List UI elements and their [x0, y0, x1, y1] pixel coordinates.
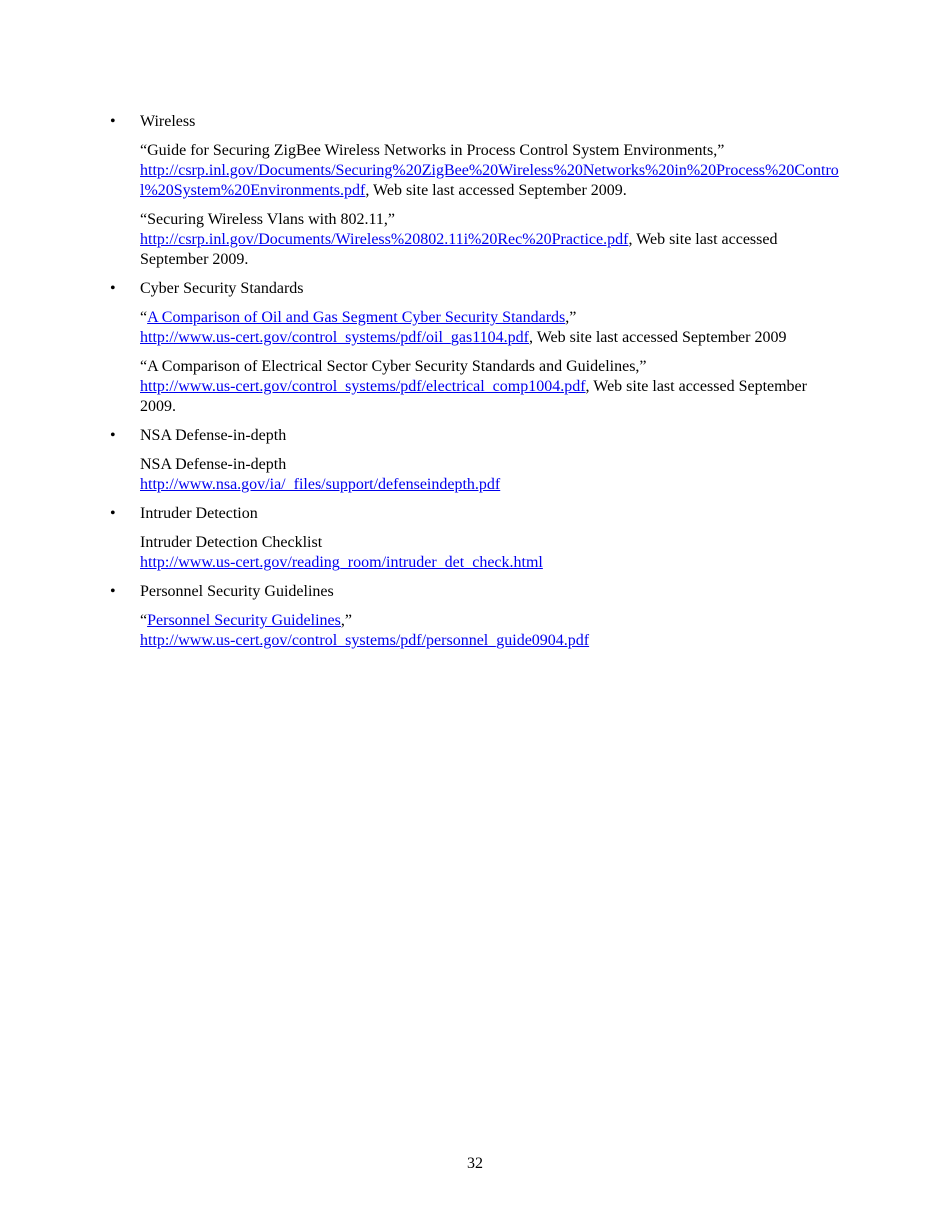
reference-title: NSA Defense-in-depth: [140, 456, 287, 473]
reference-title: “Guide for Securing ZigBee Wireless Networks in Process Control System Environments,”: [140, 142, 725, 159]
reference-entry: [140, 455, 840, 495]
section-title: NSA Defense-in-depth: [140, 427, 287, 444]
reference-entry: [140, 611, 840, 651]
reference-title: Intruder Detection Checklist: [140, 534, 323, 551]
reference-note: , Web site last accessed September 2009: [529, 329, 787, 346]
section-cyber-security-standards: [110, 279, 840, 417]
reference-link[interactable]: http://www.us-cert.gov/control_systems/pdf/oil_gas1104.pdf: [140, 329, 529, 346]
section-intruder-detection: [110, 504, 840, 573]
reference-link[interactable]: http://www.us-cert.gov/control_systems/pdf/personnel_guide0904.pdf: [140, 632, 590, 649]
open-quote: “: [140, 612, 148, 629]
reference-entry: [140, 533, 840, 573]
reference-entry: [140, 141, 840, 201]
bullet-icon: •: [110, 280, 116, 297]
section-title: Personnel Security Guidelines: [140, 583, 334, 600]
reference-title-link[interactable]: Personnel Security Guidelines: [147, 612, 341, 629]
reference-link[interactable]: http://www.nsa.gov/ia/_files/support/defenseindepth.pdf: [140, 476, 501, 493]
close-quote: ,”: [565, 309, 577, 326]
reference-entry: [140, 210, 840, 270]
reference-title: “A Comparison of Electrical Sector Cyber Security Standards and Guidelines,”: [140, 358, 647, 375]
section-title: Cyber Security Standards: [140, 280, 304, 297]
bullet-icon: •: [110, 583, 116, 600]
section-title: Intruder Detection: [140, 505, 258, 522]
open-quote: “: [140, 309, 148, 326]
reference-link[interactable]: http://csrp.inl.gov/Documents/Securing%20ZigBee%20Wireless%20Networks%20in%20Process%20Control%20System%20Environments.pdf: [140, 162, 839, 199]
reference-entry: [140, 308, 840, 348]
section-personnel-security-guidelines: [110, 582, 840, 651]
reference-title: “Securing Wireless Vlans with 802.11,”: [140, 211, 396, 228]
bullet-icon: •: [110, 427, 116, 444]
reference-note: , Web site last accessed September 2009.: [140, 231, 778, 268]
reference-link[interactable]: http://csrp.inl.gov/Documents/Wireless%20802.11i%20Rec%20Practice.pdf: [140, 231, 629, 248]
bullet-icon: •: [110, 505, 116, 522]
section-title: Wireless: [140, 113, 196, 130]
reference-link[interactable]: http://www.us-cert.gov/reading_room/intruder_det_check.html: [140, 554, 543, 571]
section-wireless: [110, 112, 840, 270]
close-quote: ,”: [340, 612, 352, 629]
reference-title-link[interactable]: A Comparison of Oil and Gas Segment Cyber Security Standards: [147, 309, 566, 326]
reference-note: , Web site last accessed September 2009.: [365, 182, 627, 199]
reference-note: , Web site last accessed September 2009.: [140, 378, 807, 415]
bullet-icon: •: [110, 113, 116, 130]
reference-entry: [140, 357, 840, 417]
section-nsa-defense-in-depth: [110, 426, 840, 495]
reference-list: [110, 112, 840, 660]
page-number: 32: [467, 1155, 483, 1172]
reference-link[interactable]: http://www.us-cert.gov/control_systems/pdf/electrical_comp1004.pdf: [140, 378, 586, 395]
